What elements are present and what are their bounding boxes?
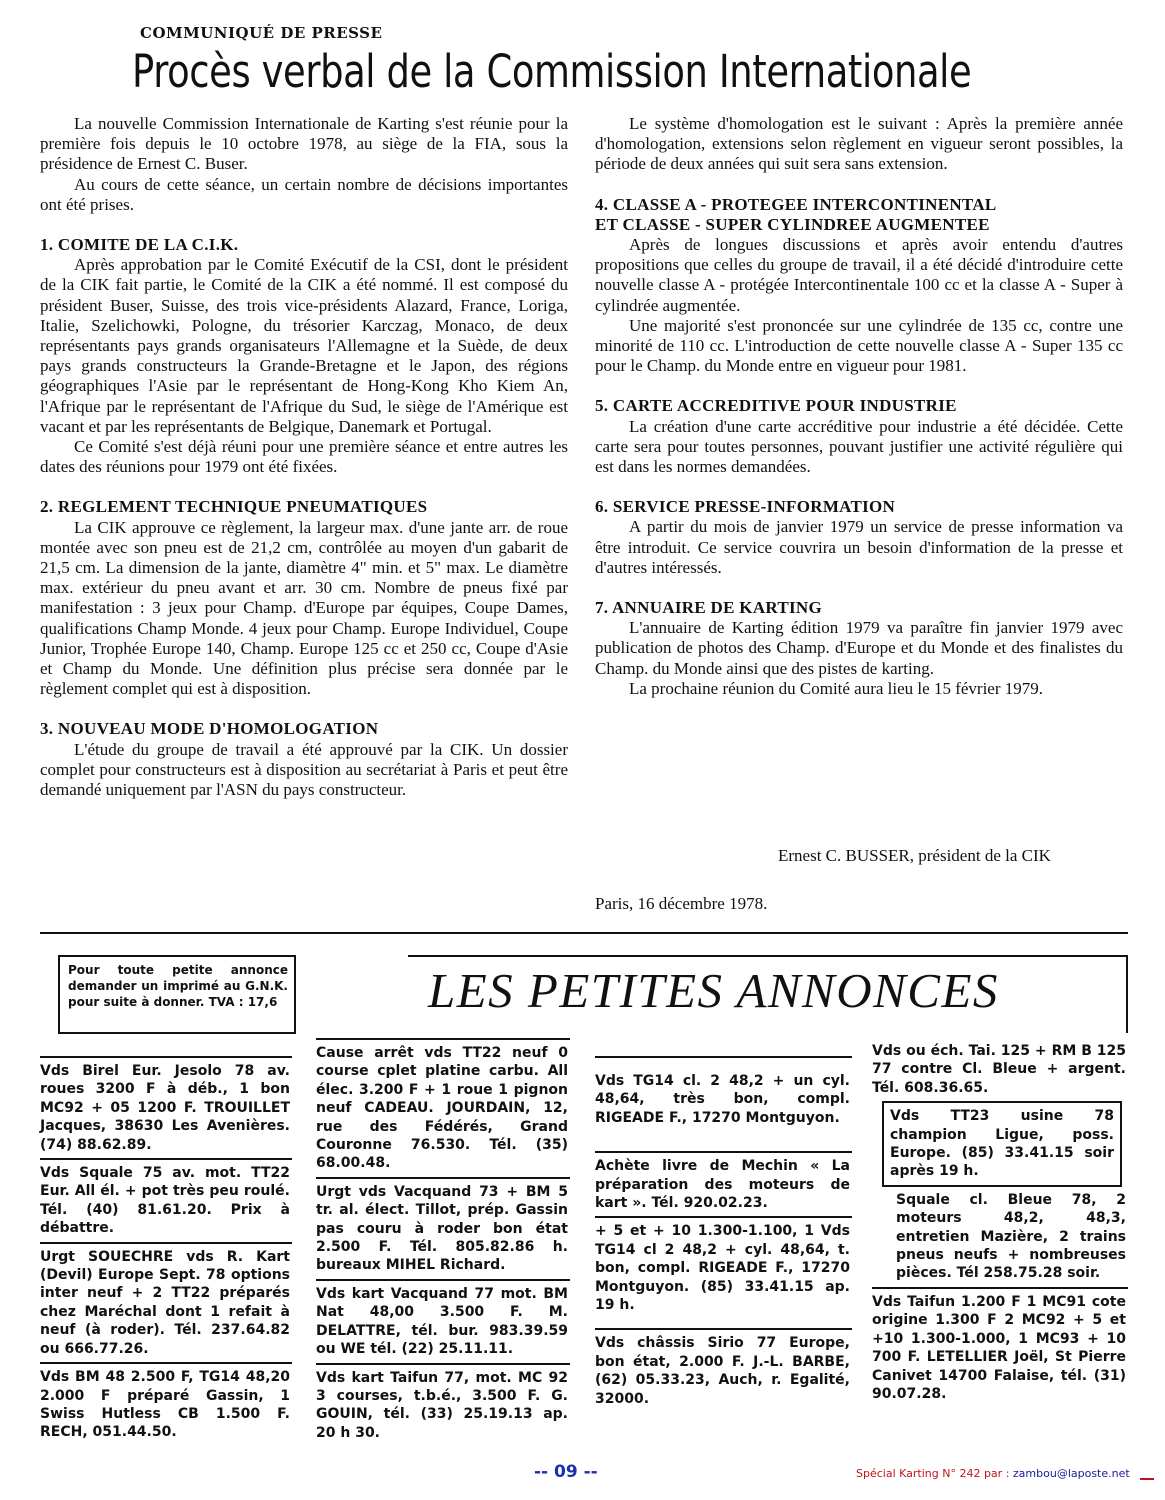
section-5-paragraph-1: La création d'une carte accréditive pour industrie a été décidée. Cette carte sera pour toutes personnes, pouvant justifier une activité régulière qui est dans les normes demandées.: [595, 416, 1123, 477]
classified-ad: Urgt vds Vacquand 73 + BM 5 tr. al. élect. Tillot, prép. Gassin pas couru à roder bon état 2.500 F. Tél. 805.82.86 h. bureaux MIHEL Richard.: [316, 1177, 570, 1279]
classified-ad: Vds kart Vacquand 77 mot. BM Nat 48,00 3.500 F. M. DELATTRE, tél. bur. 983.39.59 ou WE tél. (22) 25.11.11.: [316, 1279, 570, 1363]
classified-ad: Urgt SOUECHRE vds R. Kart (Devil) Europe Sept. 78 options inter neuf + 2 TT22 préparés chez Maréchal dont 1 refait à neuf (à roder). Tél. 237.64.82 ou 666.77.26.: [40, 1242, 292, 1362]
section-3-paragraph-1: L'étude du groupe de travail a été approuvé par la CIK. Un dossier complet pour constructeurs est à disposition au secrétariat à Paris et peut être demandé uniquement par l'ASN du pays constructeur.: [40, 739, 568, 800]
article-right-column: [595, 114, 1123, 699]
section-6-paragraph-1: A partir du mois de janvier 1979 un service de presse information va être introduit. Ce service couvrira un besoin d'information de la presse et d'autres intéressés.: [595, 517, 1123, 577]
classifieds-column-3: [595, 1056, 852, 1412]
classified-ad: Vds Squale 75 av. mot. TT22 Eur. All él. + pot très peu roulé. Tél. (40) 81.61.20. Prix à débattre.: [40, 1158, 292, 1242]
page-number: -- 09 --: [534, 1462, 598, 1482]
classified-ad: Achète livre de Mechin « La préparation des moteurs de kart ». Tél. 920.02.23.: [595, 1151, 852, 1216]
classifieds-column-4: [872, 1038, 1128, 1407]
signature: Ernest C. BUSSER, président de la CIK: [778, 846, 1051, 865]
classified-ad-boxed: Vds TT23 usine 78 champion Ligue, poss. Europe. (85) 33.41.15 soir après 19 h.: [882, 1101, 1122, 1187]
page-title: Procès verbal de la Commission Internationale: [132, 45, 972, 98]
section-4-paragraph-2: Une majorité s'est prononcée sur une cylindrée de 135 cc, contre une minorité de 110 cc. L'introduction de cette nouvelle classe A - Super 135 cc pour le Champ. du Monde entre en vigueur pour 1981.: [595, 315, 1123, 376]
credit-email[interactable]: zambou@laposte.net: [1012, 1467, 1130, 1480]
intro-paragraph-1: La nouvelle Commission Internationale de Karting s'est réunie pour la première fois depuis le 10 octobre 1978, au siège de la FIA, sous la présidence de Ernest C. Buser.: [40, 114, 568, 174]
classified-ad: Squale cl. Bleue 78, 2 moteurs 48,2, 48,3, entretien Mazière, 2 trains pneus neufs + nombreuses pièces. Tél 258.75.28 soir.: [896, 1191, 1126, 1282]
classified-ad: Vds BM 48 2.500 F, TG14 48,20 2.000 F préparé Gassin, 1 Swiss Hutless CB 1.500 F. RECH, 051.44.50.: [40, 1362, 292, 1446]
section-4-paragraph-1: Après de longues discussions et après avoir entendu d'autres propositions que celles du groupe de travail, il a été décidé d'introduire cette nouvelle classe A - protégée Intercontinentale 100 cc et la classe A - Super à cylindrée augmentée.: [595, 235, 1123, 315]
section-4-title-line-2: ET CLASSE - SUPER CYLINDREE AUGMENTEE: [595, 214, 990, 234]
classified-ad: Vds Taifun 1.200 F 1 MC91 cote origine 1.300 F 2 MC92 + 5 et +10 1.300-1.000, 1 MC93 + 10 700 F. LETELLIER Joël, St Pierre Canivet 14700 Falaise, tél. (31) 90.07.28.: [872, 1287, 1128, 1407]
classified-ad: Vds kart Taifun 77, mot. MC 92 3 courses, t.b.é., 3.500 F. G. GOUIN, tél. (33) 25.19.13 ap. 20 h 30.: [316, 1363, 570, 1447]
classified-ad: Vds châssis Sirio 77 Europe, bon état, 2.000 F. J.-L. BARBE, (62) 05.33.23, Auch, r. Egalité, 32000.: [595, 1328, 852, 1412]
section-1-paragraph-1: Après approbation par le Comité Exécutif de la CSI, dont le président de la CIK fait partie, le Comité de la CIK a été nommé. Il est composé du président Buser, Suisse, des trois vice-présidents Alazard, France, Loriga, Italie, Szelichowki, Pologne, du trésorier Karczag, Monaco, de deux représentants pays grands organisateurs l'Allemagne et la Suède, de deux pays grands constructeurs la Grande-Bretagne et le Japon, des régions géographiques l'Asie par le représentant de Hong-Kong Kho Kiem An, l'Afrique par le représentant de l'Afrique du Sud, le siège de l'Amérique est vacant et par les représentants de Belgique, Danemark et Portugal.: [40, 255, 568, 436]
classified-ad: + 5 et + 10 1.300-1.100, 1 Vds TG14 cl 2 48,2 + cyl. 48,64, t. bon, compl. RIGEADE F., 17270 Montguyon. (85) 33.41.15 ap. 19 h.: [595, 1216, 852, 1318]
section-4-title-line-1: 4. CLASSE A - PROTEGEE INTERCONTINENTAL: [595, 194, 997, 214]
classified-ad: Vds ou éch. Tai. 125 + RM B 125 77 contre Cl. Bleue + argent. Tél. 608.36.65.: [872, 1043, 1126, 1096]
classifieds-note-box: Pour toute petite annonce demander un imprimé au G.N.K. pour suite à donner. TVA : 17,6: [58, 955, 296, 1034]
classifieds-column-2: [316, 1038, 570, 1446]
section-3-title: 3. NOUVEAU MODE D'HOMOLOGATION: [40, 719, 379, 739]
scan-credit: [856, 1467, 1130, 1480]
place-date: Paris, 16 décembre 1978.: [595, 894, 768, 913]
section-divider: [40, 932, 1128, 934]
section-5-title: 5. CARTE ACCREDITIVE POUR INDUSTRIE: [595, 396, 957, 416]
classifieds-column-1: [40, 1056, 292, 1446]
section-7-paragraph-1: L'annuaire de Karting édition 1979 va paraître fin janvier 1979 avec publication de photos des Champ. d'Europe et du Monde et des finalistes du Champ. du Monde ainsi que des pistes de karting.: [595, 618, 1123, 678]
press-release-kicker: COMMUNIQUÉ DE PRESSE: [140, 24, 383, 42]
intro-paragraph-2: Au cours de cette séance, un certain nombre de décisions importantes ont été prises.: [40, 174, 568, 214]
classified-ad: Vds TG14 cl. 2 48,2 + un cyl. 48,64, très bon, compl. RIGEADE F., 17270 Montguyon.: [595, 1056, 852, 1131]
section-3-paragraph-2: Le système d'homologation est le suivant : Après la première année d'homologation, extensions selon règlement en vigueur seront possibles, la période de deux années qui suit sera sans extension.: [595, 114, 1123, 174]
classifieds-title: LES PETITES ANNONCES: [428, 963, 999, 1018]
credit-prefix: Spécial Karting N° 242 par :: [856, 1467, 1013, 1480]
section-7-title: 7. ANNUAIRE DE KARTING: [595, 598, 823, 618]
section-1-title: 1. COMITE DE LA C.I.K.: [40, 235, 239, 255]
section-1-paragraph-2: Ce Comité s'est déjà réuni pour une première séance et entre autres les dates des réunions pour 1979 ont été fixées.: [40, 437, 568, 477]
classified-ad: Vds Birel Eur. Jesolo 78 av. roues 3200 F à déb., 1 bon MC92 + 05 1200 F. TROUILLET Jacques, 38630 Les Avenières. (74) 88.62.89.: [40, 1056, 292, 1158]
section-6-title: 6. SERVICE PRESSE-INFORMATION: [595, 497, 896, 517]
article-left-column: [40, 114, 568, 800]
section-2-title: 2. REGLEMENT TECHNIQUE PNEUMATIQUES: [40, 497, 428, 517]
section-7-paragraph-2: La prochaine réunion du Comité aura lieu le 15 février 1979.: [629, 678, 1043, 698]
classified-ad: Cause arrêt vds TT22 neuf 0 course cplet platine carbu. All élec. 3.200 F + 1 roue 1 pignon neuf CADEAU. JOURDAIN, 12, rue des Fédérés, Grand Couronne 76.530. Tél. (35) 68.00.48.: [316, 1038, 570, 1177]
credit-underline: [1140, 1478, 1154, 1480]
section-2-paragraph-1: La CIK approuve ce règlement, la largeur max. d'une jante arr. de roue montée avec son pneu est de 21,2 cm, contrôlée au moyen d'un gabarit de 21,5 cm. La dimension de la jante, diamètre 4" min. et 5" max. Le diamètre max. extérieur du pneu avant et arr. 30 cm. Nombre de pneus fixé par manifestation : 3 jeux pour Champ. d'Europe par équipes, Coupe Dames, qualifications Champ Monde. 4 jeux pour Champ. Europe Individuel, Coupe Junior, Trophée Europe 140, Champ. Europe 125 cc et 250 cc, Coupe d'Asie et Champ du Monde. Une définition plus précise sera donnée par le règlement complet qui est à disposition.: [40, 517, 568, 699]
